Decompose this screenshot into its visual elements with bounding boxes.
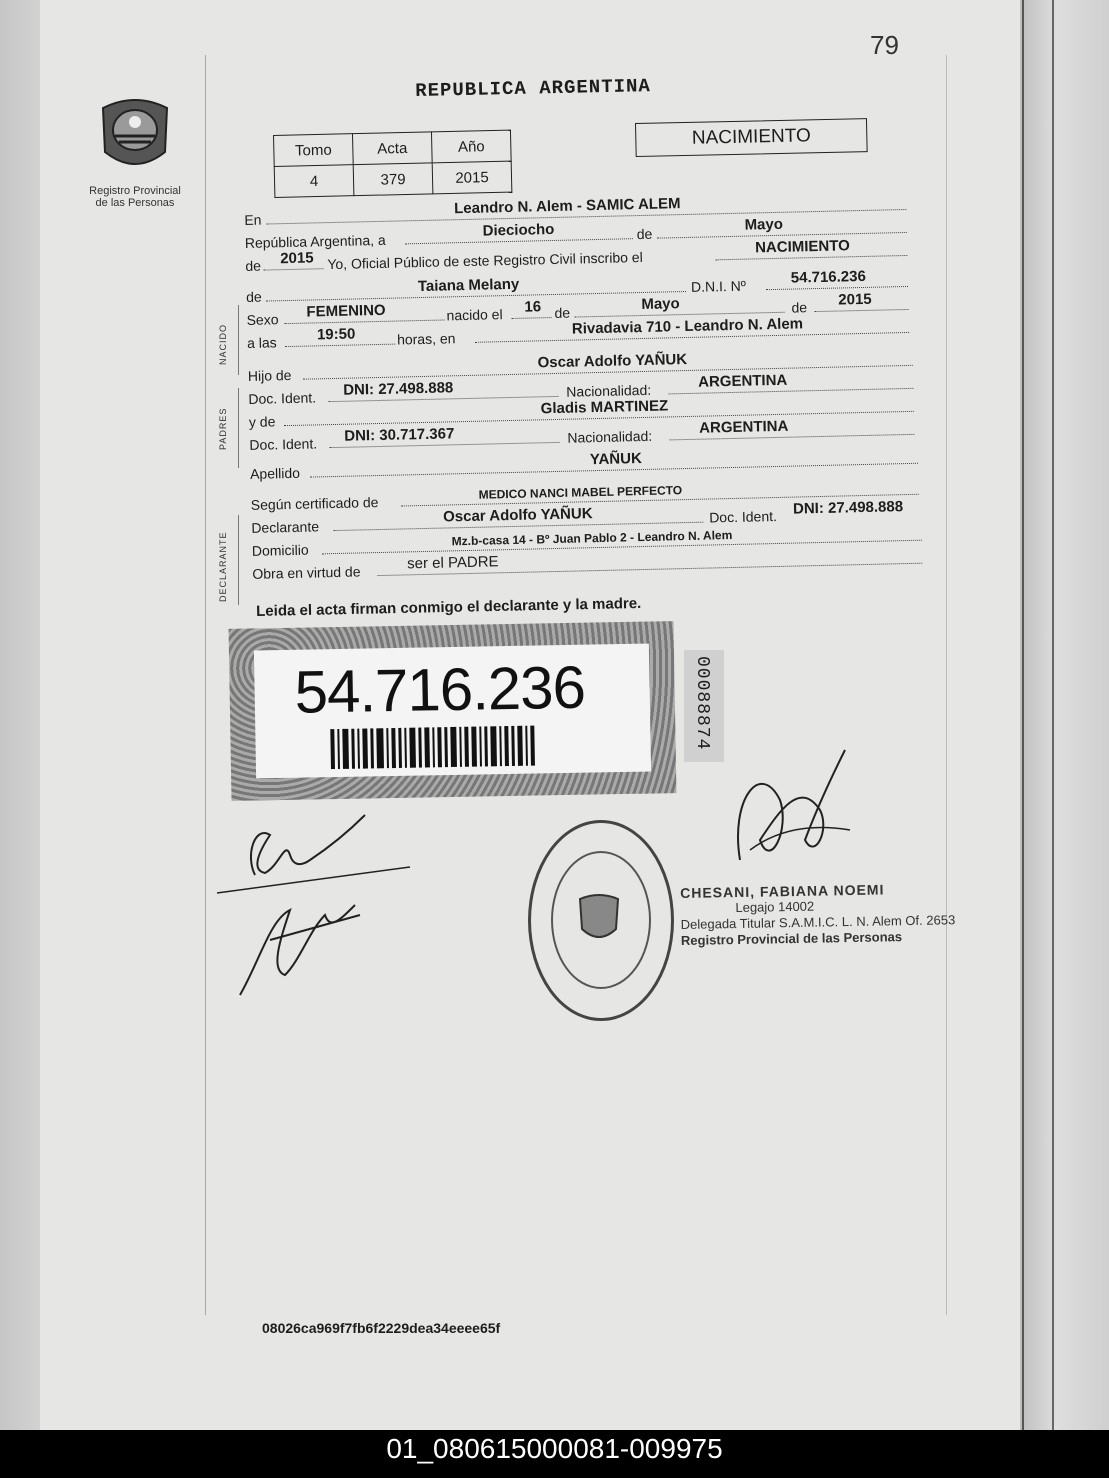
header-tomo: Tomo — [274, 134, 354, 167]
label-alas: a las — [246, 334, 277, 351]
value-tomo: 4 — [274, 165, 354, 198]
footer-file-id: 01_080615000081-009975 — [386, 1433, 723, 1464]
value-nac-padre: ARGENTINA — [697, 371, 788, 391]
label-domicilio: Domicilio — [251, 541, 309, 559]
logo-caption-1: Registro Provincial — [89, 185, 181, 197]
document-hash: 08026ca969f7fb6f2229dea34eeee65f — [262, 1320, 501, 1336]
label-declarante: Declarante — [251, 518, 320, 536]
label-nac-madre: Nacionalidad: — [567, 427, 653, 446]
official-name-block — [680, 880, 956, 949]
value-en: Leandro N. Alem - SAMIC ALEM — [453, 195, 681, 218]
birth-record-form — [244, 190, 922, 582]
value-nac-madre: ARGENTINA — [698, 417, 789, 437]
value-doc-declarante: DNI: 27.498.888 — [792, 498, 904, 518]
label-de-1: de — [636, 225, 653, 243]
side-label-declarante: DECLARANTE — [218, 531, 228, 602]
value-acta: 379 — [353, 163, 433, 196]
seal-emblem-icon — [576, 893, 622, 943]
value-sexo: FEMENINO — [306, 301, 386, 321]
backdrop-right — [1020, 0, 1109, 1430]
label-sexo: Sexo — [246, 311, 279, 328]
official-legajo: Legajo 14002 — [735, 898, 815, 916]
label-hijo-de: Hijo de — [247, 366, 292, 384]
value-nacido-anio: 2015 — [838, 290, 872, 309]
header-acta: Acta — [352, 132, 432, 165]
official-cargo: Delegada Titular S.A.M.I.C. L. N. Alem Of. 2653 — [680, 912, 956, 932]
value-obra: ser el PADRE — [406, 553, 499, 573]
label-doc-madre: Doc. Ident. — [249, 435, 318, 453]
label-de-2: de — [245, 257, 262, 274]
official-name: CHESANI, FABIANA NOEMI — [680, 881, 885, 901]
page-number: 79 — [870, 30, 899, 60]
registry-logo — [80, 90, 190, 209]
official-signature-icon — [720, 740, 860, 900]
page-edge-2 — [1052, 0, 1054, 1430]
label-doc-padre: Doc. Ident. — [248, 389, 317, 407]
value-nacido-mes: Mayo — [641, 295, 680, 314]
mother-signature-icon — [230, 880, 370, 1005]
label-nacido: nacido el — [446, 306, 503, 324]
official-registro: Registro Provincial de las Personas — [680, 929, 903, 948]
value-dni: 54.716.236 — [790, 267, 867, 287]
side-label-padres: PADRES — [218, 407, 228, 450]
label-nacido-de-2: de — [791, 299, 808, 316]
value-declarante: Oscar Adolfo YAÑUK — [442, 505, 593, 526]
label-doc-declarante: Doc. Ident. — [709, 507, 778, 526]
value-padre: Oscar Adolfo YAÑUK — [537, 350, 688, 372]
value-apellido: YAÑUK — [589, 450, 643, 469]
registry-seal — [528, 820, 674, 1021]
side-label-nacido: NACIDO — [218, 323, 228, 365]
value-mes: Mayo — [744, 215, 784, 234]
closing-statement: Leida el acta firman conmigo el declarante y la madre. — [256, 594, 642, 620]
logo-caption-2: de las Personas — [95, 197, 175, 209]
value-nacido-dia: 16 — [524, 298, 542, 316]
province-crest-icon — [95, 90, 175, 176]
label-nacido-de: de — [554, 304, 571, 321]
label-dni: D.N.I. Nº — [690, 277, 747, 295]
value-inscribo: NACIMIENTO — [754, 237, 851, 257]
value-madre: Gladis MARTINEZ — [540, 397, 669, 418]
value-dia: Dieciocho — [482, 220, 555, 240]
serial-number: 00088874 — [692, 656, 712, 751]
value-doc-padre: DNI: 27.498.888 — [343, 379, 454, 399]
document-title: REPUBLICA ARGENTINA — [415, 75, 652, 102]
label-apellido: Apellido — [249, 464, 301, 482]
label-en: En — [244, 211, 262, 228]
value-anio: 2015 — [432, 161, 512, 194]
label-oficial: Yo, Oficial Público de este Registro Civil inscribo el — [327, 248, 643, 273]
dni-sticker — [229, 621, 677, 801]
value-anio: 2015 — [280, 249, 314, 268]
page-edge — [1022, 0, 1024, 1430]
value-domicilio: Mz.b-casa 14 - Bº Juan Pablo 2 - Leandro N. Alem — [451, 528, 733, 549]
label-republica: República Argentina, a — [244, 231, 386, 251]
registry-table — [273, 130, 512, 198]
sticker-dni-number: 54.716.236 — [294, 653, 586, 726]
header-anio: Año — [431, 130, 511, 163]
label-de-nombre: de — [245, 288, 262, 305]
label-nac-padre: Nacionalidad: — [566, 381, 652, 400]
value-nombre: Taiana Melany — [417, 275, 520, 296]
value-hora: 19:50 — [316, 325, 356, 344]
serial-label — [684, 650, 724, 762]
label-certificado: Según certificado de — [250, 494, 379, 513]
barcode-icon — [330, 726, 535, 770]
label-obra: Obra en virtud de — [252, 563, 361, 582]
record-type-box: NACIMIENTO — [635, 118, 868, 157]
value-certificado: MEDICO NANCI MABEL PERFECTO — [478, 483, 683, 502]
label-y-de: y de — [248, 413, 276, 430]
value-lugar: Rivadavia 710 - Leandro N. Alem — [571, 315, 804, 338]
value-doc-madre: DNI: 30.717.367 — [344, 425, 455, 445]
label-horas-en: horas, en — [396, 330, 456, 348]
